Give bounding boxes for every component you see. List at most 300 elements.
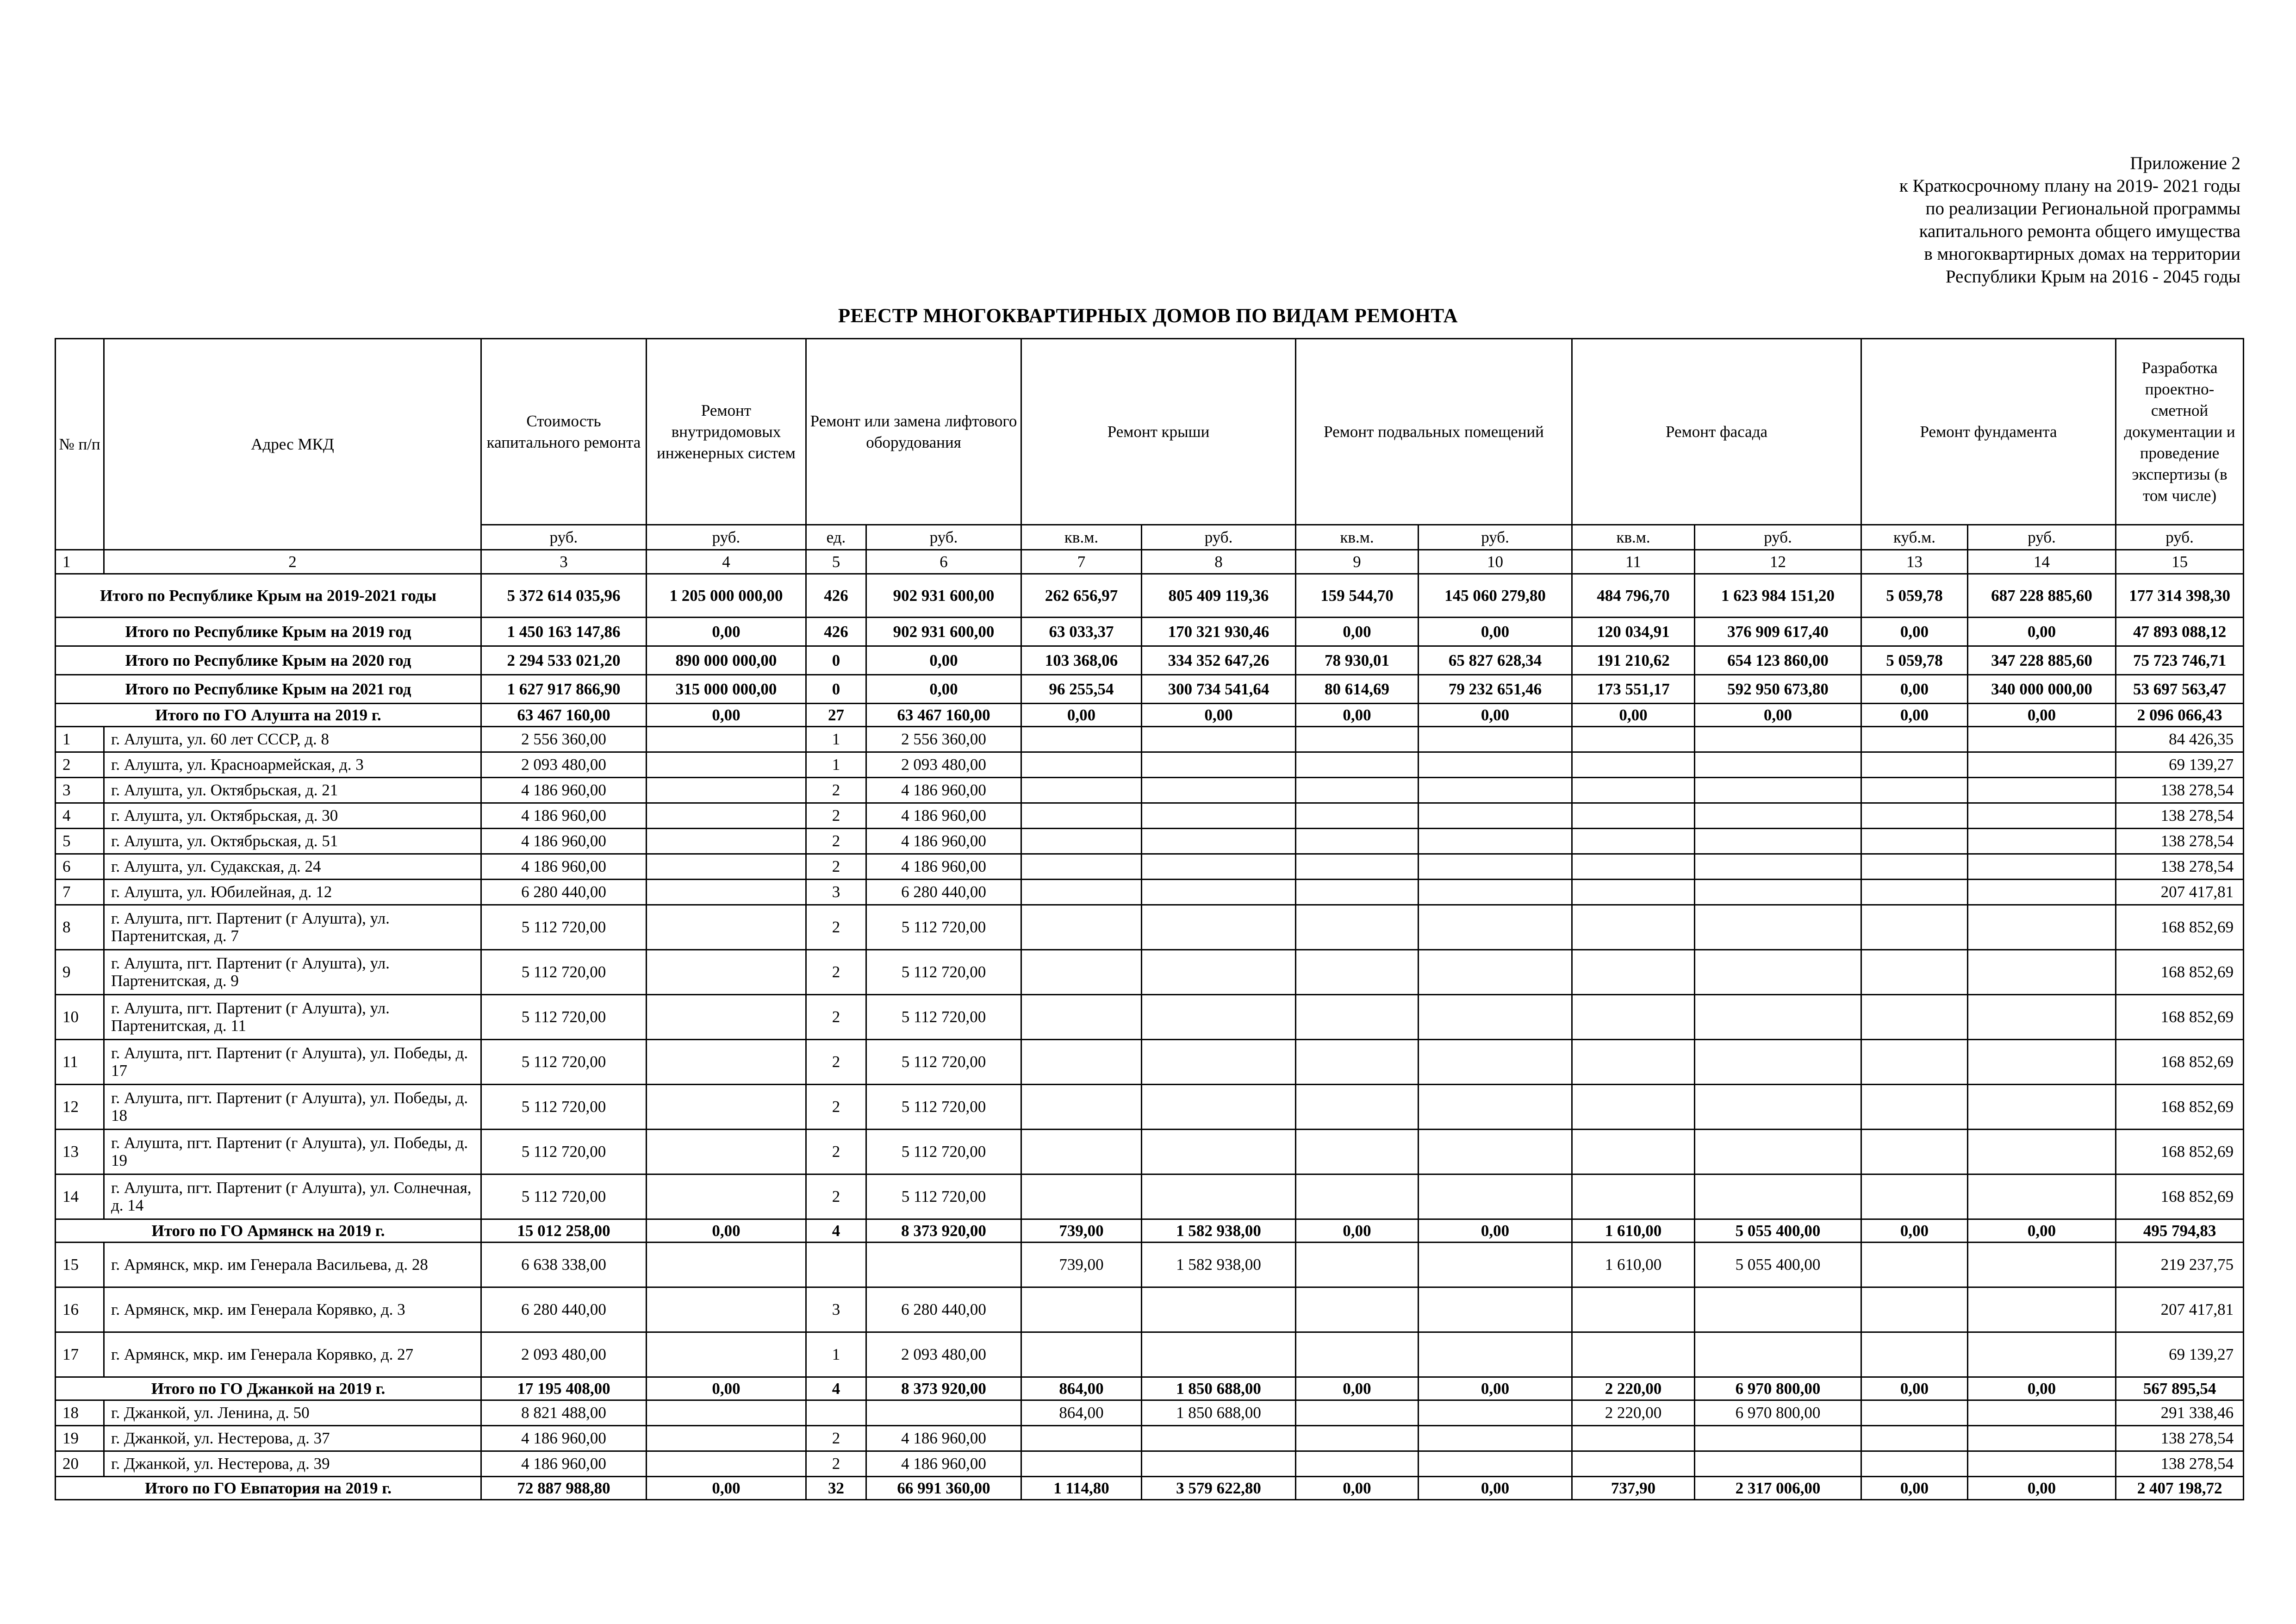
value-cell [1695, 1040, 1861, 1085]
value-cell: 0,00 [1296, 1377, 1419, 1400]
value-cell [1296, 1243, 1419, 1287]
header-num: № п/п [56, 339, 104, 550]
value-cell: 300 734 541,64 [1142, 675, 1296, 704]
table-row [56, 727, 2244, 752]
value-cell: 6 280 440,00 [866, 880, 1021, 905]
value-cell: 0,00 [647, 1219, 806, 1243]
unit-cell: руб. [1968, 525, 2116, 550]
header-design: Разработка проектно-сметной документации и проведение экспертизы (в том числе) [2116, 339, 2244, 525]
value-cell: 484 796,70 [1572, 574, 1695, 618]
subtotal-label: Итого по Республике Крым на 2021 год [56, 675, 481, 704]
column-number: 2 [104, 550, 481, 574]
value-cell [1861, 995, 1968, 1040]
value-cell [1021, 1451, 1142, 1477]
table-row [56, 905, 2244, 950]
value-cell [1419, 1287, 1572, 1332]
value-cell [1695, 1332, 1861, 1377]
value-cell: 5 059,78 [1861, 574, 1968, 618]
value-cell: 2 [806, 854, 866, 880]
value-cell: 0,00 [1296, 704, 1419, 727]
value-cell [1419, 1130, 1572, 1174]
value-cell [1419, 1085, 1572, 1130]
value-cell [1572, 803, 1695, 829]
value-cell: 0,00 [866, 646, 1021, 675]
value-cell [1142, 905, 1296, 950]
value-cell: 5 112 720,00 [866, 1085, 1021, 1130]
value-cell [1695, 727, 1861, 752]
subtotal-label: Итого по ГО Джанкой на 2019 г. [56, 1377, 481, 1400]
value-cell: 0,00 [1968, 1219, 2116, 1243]
value-cell [1695, 803, 1861, 829]
value-cell: 72 887 988,80 [481, 1477, 647, 1500]
value-cell [1861, 905, 1968, 950]
appendix-line: по реализации Региональной программы [1925, 199, 2240, 219]
row-number: 14 [56, 1174, 104, 1219]
table-row [56, 752, 2244, 778]
value-cell: 207 417,81 [2116, 880, 2244, 905]
value-cell [1861, 1426, 1968, 1451]
value-cell [1296, 1287, 1419, 1332]
appendix-line: капитального ремонта общего имущества [1919, 221, 2240, 241]
value-cell: 78 930,01 [1296, 646, 1419, 675]
value-cell [1861, 950, 1968, 995]
value-cell: 5 112 720,00 [866, 1040, 1021, 1085]
value-cell: 4 186 960,00 [866, 1426, 1021, 1451]
value-cell: 2 093 480,00 [481, 1332, 647, 1377]
value-cell: 4 186 960,00 [866, 829, 1021, 854]
value-cell: 567 895,54 [2116, 1377, 2244, 1400]
value-cell: 0,00 [1142, 704, 1296, 727]
value-cell [1695, 905, 1861, 950]
value-cell [1142, 1174, 1296, 1219]
value-cell: 5 112 720,00 [481, 1174, 647, 1219]
value-cell [1021, 829, 1142, 854]
value-cell: 1 582 938,00 [1142, 1243, 1296, 1287]
value-cell [866, 1400, 1021, 1426]
value-cell [1572, 995, 1695, 1040]
value-cell [1572, 950, 1695, 995]
address-cell: г. Алушта, пгт. Партенит (г Алушта), ул. Победы, д. 17 [104, 1040, 481, 1085]
value-cell [1861, 778, 1968, 803]
subtotal-row [56, 574, 2244, 618]
value-cell [1296, 995, 1419, 1040]
value-cell [647, 1426, 806, 1451]
row-number: 20 [56, 1451, 104, 1477]
value-cell: 75 723 746,71 [2116, 646, 2244, 675]
value-cell: 5 112 720,00 [481, 1040, 647, 1085]
address-cell: г. Алушта, пгт. Партенит (г Алушта), ул. Партенитская, д. 11 [104, 995, 481, 1040]
value-cell: 5 112 720,00 [481, 1130, 647, 1174]
value-cell [647, 1130, 806, 1174]
appendix-line: Республики Крым на 2016 - 2045 годы [1945, 267, 2240, 287]
value-cell: 2 [806, 1451, 866, 1477]
value-cell: 4 [806, 1377, 866, 1400]
value-cell [1021, 905, 1142, 950]
value-cell [1968, 1426, 2116, 1451]
value-cell [1296, 1451, 1419, 1477]
value-cell: 0,00 [1861, 618, 1968, 646]
value-cell [1419, 1040, 1572, 1085]
value-cell: 1 623 984 151,20 [1695, 574, 1861, 618]
value-cell: 5 112 720,00 [481, 995, 647, 1040]
value-cell: 2 294 533 021,20 [481, 646, 647, 675]
value-cell: 145 060 279,80 [1419, 574, 1572, 618]
value-cell: 0 [806, 675, 866, 704]
subtotal-label: Итого по ГО Евпатория на 2019 г. [56, 1477, 481, 1500]
value-cell [1021, 727, 1142, 752]
column-number: 4 [647, 550, 806, 574]
value-cell: 4 186 960,00 [481, 803, 647, 829]
address-cell: г. Армянск, мкр. им Генерала Корявко, д. 3 [104, 1287, 481, 1332]
value-cell [1695, 880, 1861, 905]
value-cell [1861, 1332, 1968, 1377]
value-cell: 219 237,75 [2116, 1243, 2244, 1287]
value-cell [1572, 854, 1695, 880]
table-row [56, 1287, 2244, 1332]
value-cell [1419, 905, 1572, 950]
value-cell: 5 112 720,00 [481, 950, 647, 995]
row-number: 9 [56, 950, 104, 995]
value-cell: 15 012 258,00 [481, 1219, 647, 1243]
value-cell [647, 1174, 806, 1219]
value-cell: 902 931 600,00 [866, 618, 1021, 646]
value-cell: 5 372 614 035,96 [481, 574, 647, 618]
value-cell: 1 610,00 [1572, 1219, 1695, 1243]
value-cell: 177 314 398,30 [2116, 574, 2244, 618]
column-number: 14 [1968, 550, 2116, 574]
value-cell: 1 850 688,00 [1142, 1377, 1296, 1400]
value-cell [1142, 1426, 1296, 1451]
value-cell [1695, 1130, 1861, 1174]
value-cell: 0,00 [1968, 1477, 2116, 1500]
column-number: 3 [481, 550, 647, 574]
address-cell: г. Джанкой, ул. Нестерова, д. 39 [104, 1451, 481, 1477]
value-cell: 5 112 720,00 [866, 950, 1021, 995]
subtotal-label: Итого по ГО Алушта на 2019 г. [56, 704, 481, 727]
value-cell: 0,00 [1419, 618, 1572, 646]
value-cell [1968, 880, 2116, 905]
row-number: 5 [56, 829, 104, 854]
value-cell: 2 [806, 803, 866, 829]
table-row [56, 803, 2244, 829]
value-cell [1695, 1451, 1861, 1477]
value-cell [1572, 752, 1695, 778]
value-cell: 737,90 [1572, 1477, 1695, 1500]
value-cell [1419, 1332, 1572, 1377]
value-cell [1861, 1287, 1968, 1332]
value-cell: 63 467 160,00 [481, 704, 647, 727]
value-cell [1572, 1085, 1695, 1130]
table-row [56, 854, 2244, 880]
value-cell [1968, 905, 2116, 950]
value-cell: 739,00 [1021, 1219, 1142, 1243]
value-cell [1021, 1040, 1142, 1085]
value-cell [1572, 1287, 1695, 1332]
value-cell: 1 850 688,00 [1142, 1400, 1296, 1426]
value-cell: 120 034,91 [1572, 618, 1695, 646]
address-cell: г. Алушта, ул. Юбилейная, д. 12 [104, 880, 481, 905]
value-cell: 5 112 720,00 [866, 1174, 1021, 1219]
value-cell [1142, 1332, 1296, 1377]
value-cell [1968, 995, 2116, 1040]
value-cell [1861, 1040, 1968, 1085]
table-row [56, 1400, 2244, 1426]
value-cell [1142, 803, 1296, 829]
table-row [56, 1040, 2244, 1085]
address-cell: г. Джанкой, ул. Ленина, д. 50 [104, 1400, 481, 1426]
value-cell [1296, 880, 1419, 905]
value-cell [1695, 854, 1861, 880]
row-number: 6 [56, 854, 104, 880]
row-number: 12 [56, 1085, 104, 1130]
value-cell: 2 [806, 905, 866, 950]
value-cell [1861, 1130, 1968, 1174]
value-cell: 4 186 960,00 [481, 1426, 647, 1451]
value-cell: 0,00 [1968, 1377, 2116, 1400]
value-cell: 2 [806, 778, 866, 803]
column-number: 1 [56, 550, 104, 574]
table-row [56, 1085, 2244, 1130]
value-cell [1419, 950, 1572, 995]
value-cell: 4 [806, 1219, 866, 1243]
value-cell: 4 186 960,00 [866, 854, 1021, 880]
value-cell [647, 1040, 806, 1085]
value-cell [1968, 1332, 2116, 1377]
header-address: Адрес МКД [104, 339, 481, 550]
value-cell [1419, 1400, 1572, 1426]
value-cell: 170 321 930,46 [1142, 618, 1296, 646]
value-cell [647, 905, 806, 950]
value-cell [1572, 829, 1695, 854]
value-cell: 69 139,27 [2116, 1332, 2244, 1377]
value-cell: 4 186 960,00 [481, 778, 647, 803]
column-number: 9 [1296, 550, 1419, 574]
document-title: РЕЕСТР МНОГОКВАРТИРНЫХ ДОМОВ ПО ВИДАМ РЕМОНТА [838, 305, 1458, 327]
value-cell: 376 909 617,40 [1695, 618, 1861, 646]
value-cell: 0,00 [647, 1377, 806, 1400]
subtotal-label: Итого по Республике Крым на 2019-2021 годы [56, 574, 481, 618]
header-row [56, 339, 2244, 525]
value-cell [1021, 1085, 1142, 1130]
value-cell: 0,00 [866, 675, 1021, 704]
value-cell [1419, 1174, 1572, 1219]
value-cell [647, 1287, 806, 1332]
row-number: 3 [56, 778, 104, 803]
value-cell: 17 195 408,00 [481, 1377, 647, 1400]
value-cell [1296, 1130, 1419, 1174]
value-cell [1419, 880, 1572, 905]
value-cell [1572, 727, 1695, 752]
row-number: 4 [56, 803, 104, 829]
address-cell: г. Алушта, ул. Октябрьская, д. 30 [104, 803, 481, 829]
table-row [56, 1332, 2244, 1377]
value-cell [1021, 803, 1142, 829]
value-cell: 173 551,17 [1572, 675, 1695, 704]
value-cell [1695, 752, 1861, 778]
unit-cell: ед. [806, 525, 866, 550]
column-number: 10 [1419, 550, 1572, 574]
value-cell [866, 1243, 1021, 1287]
table-row [56, 1451, 2244, 1477]
value-cell: 1 450 163 147,86 [481, 618, 647, 646]
value-cell [647, 803, 806, 829]
value-cell [1968, 752, 2116, 778]
value-cell [1695, 1426, 1861, 1451]
value-cell [1695, 1174, 1861, 1219]
value-cell: 864,00 [1021, 1377, 1142, 1400]
table-row [56, 1426, 2244, 1451]
value-cell [1419, 1451, 1572, 1477]
value-cell: 654 123 860,00 [1695, 646, 1861, 675]
value-cell [1021, 1287, 1142, 1332]
value-cell [1296, 1400, 1419, 1426]
value-cell: 592 950 673,80 [1695, 675, 1861, 704]
header-roof: Ремонт крыши [1021, 339, 1296, 525]
value-cell: 4 186 960,00 [481, 1451, 647, 1477]
value-cell: 0,00 [1419, 1377, 1572, 1400]
value-cell: 168 852,69 [2116, 1174, 2244, 1219]
column-number: 15 [2116, 550, 2244, 574]
value-cell [1419, 803, 1572, 829]
value-cell [1861, 1451, 1968, 1477]
value-cell: 0,00 [647, 618, 806, 646]
value-cell [1419, 995, 1572, 1040]
value-cell [1968, 1174, 2116, 1219]
value-cell: 138 278,54 [2116, 854, 2244, 880]
column-numbers-row [56, 550, 2244, 574]
value-cell [647, 752, 806, 778]
appendix-note [1593, 152, 2240, 288]
address-cell: г. Алушта, ул. Судакская, д. 24 [104, 854, 481, 880]
subtotal-row [56, 618, 2244, 646]
value-cell: 1 [806, 727, 866, 752]
row-number: 2 [56, 752, 104, 778]
value-cell [1968, 778, 2116, 803]
value-cell [1021, 752, 1142, 778]
value-cell: 0,00 [1572, 704, 1695, 727]
value-cell: 2 [806, 1174, 866, 1219]
value-cell: 168 852,69 [2116, 1040, 2244, 1085]
value-cell [1296, 1332, 1419, 1377]
value-cell [1142, 752, 1296, 778]
value-cell [1968, 1400, 2116, 1426]
value-cell: 902 931 600,00 [866, 574, 1021, 618]
value-cell [1296, 803, 1419, 829]
row-number: 1 [56, 727, 104, 752]
value-cell: 291 338,46 [2116, 1400, 2244, 1426]
value-cell: 0,00 [1861, 675, 1968, 704]
value-cell [1021, 1332, 1142, 1377]
column-number: 5 [806, 550, 866, 574]
value-cell: 0,00 [1695, 704, 1861, 727]
value-cell [1296, 854, 1419, 880]
value-cell: 2 093 480,00 [866, 752, 1021, 778]
value-cell [647, 1400, 806, 1426]
value-cell: 32 [806, 1477, 866, 1500]
value-cell: 334 352 647,26 [1142, 646, 1296, 675]
value-cell: 6 970 800,00 [1695, 1377, 1861, 1400]
value-cell: 6 280 440,00 [481, 880, 647, 905]
registry-table [55, 338, 2244, 1500]
value-cell: 6 970 800,00 [1695, 1400, 1861, 1426]
subtotal-row [56, 1477, 2244, 1500]
value-cell: 1 [806, 752, 866, 778]
value-cell: 5 059,78 [1861, 646, 1968, 675]
value-cell [1572, 1426, 1695, 1451]
unit-cell: кв.м. [1296, 525, 1419, 550]
row-number: 16 [56, 1287, 104, 1332]
table-row [56, 1174, 2244, 1219]
value-cell [1968, 1040, 2116, 1085]
value-cell: 6 638 338,00 [481, 1243, 647, 1287]
value-cell: 1 [806, 1332, 866, 1377]
value-cell [1419, 854, 1572, 880]
value-cell [1142, 854, 1296, 880]
appendix-line: Приложение 2 [2130, 153, 2240, 173]
value-cell: 2 556 360,00 [481, 727, 647, 752]
value-cell [647, 778, 806, 803]
address-cell: г. Армянск, мкр. им Генерала Корявко, д. 27 [104, 1332, 481, 1377]
value-cell: 168 852,69 [2116, 950, 2244, 995]
value-cell: 168 852,69 [2116, 1130, 2244, 1174]
value-cell: 168 852,69 [2116, 1085, 2244, 1130]
value-cell: 2 093 480,00 [866, 1332, 1021, 1377]
value-cell [1861, 880, 1968, 905]
address-cell: г. Алушта, пгт. Партенит (г Алушта), ул. Победы, д. 18 [104, 1085, 481, 1130]
address-cell: г. Алушта, ул. Октябрьская, д. 21 [104, 778, 481, 803]
value-cell: 0,00 [1861, 1377, 1968, 1400]
value-cell [1861, 1400, 1968, 1426]
value-cell: 495 794,83 [2116, 1219, 2244, 1243]
value-cell: 8 821 488,00 [481, 1400, 647, 1426]
column-number: 7 [1021, 550, 1142, 574]
value-cell: 426 [806, 618, 866, 646]
header-foundation: Ремонт фундамента [1861, 339, 2116, 525]
value-cell: 0,00 [1296, 1477, 1419, 1500]
value-cell [1142, 727, 1296, 752]
unit-cell: куб.м. [1861, 525, 1968, 550]
value-cell: 2 407 198,72 [2116, 1477, 2244, 1500]
value-cell [1861, 1174, 1968, 1219]
subtotal-row [56, 1377, 2244, 1400]
value-cell: 340 000 000,00 [1968, 675, 2116, 704]
subtotal-label: Итого по Республике Крым на 2019 год [56, 618, 481, 646]
value-cell [647, 950, 806, 995]
value-cell: 138 278,54 [2116, 778, 2244, 803]
value-cell [647, 995, 806, 1040]
row-number: 8 [56, 905, 104, 950]
value-cell: 3 [806, 880, 866, 905]
row-number: 19 [56, 1426, 104, 1451]
value-cell: 0,00 [647, 704, 806, 727]
value-cell [1861, 1243, 1968, 1287]
value-cell: 6 280 440,00 [481, 1287, 647, 1332]
value-cell: 2 317 006,00 [1695, 1477, 1861, 1500]
value-cell [1861, 803, 1968, 829]
value-cell: 103 368,06 [1021, 646, 1142, 675]
value-cell: 315 000 000,00 [647, 675, 806, 704]
value-cell [1695, 778, 1861, 803]
value-cell: 2 [806, 1426, 866, 1451]
value-cell [1572, 1174, 1695, 1219]
value-cell [1296, 829, 1419, 854]
value-cell: 2 [806, 950, 866, 995]
value-cell: 1 610,00 [1572, 1243, 1695, 1287]
value-cell [1419, 1243, 1572, 1287]
column-number: 12 [1695, 550, 1861, 574]
value-cell [647, 880, 806, 905]
value-cell [1968, 1451, 2116, 1477]
